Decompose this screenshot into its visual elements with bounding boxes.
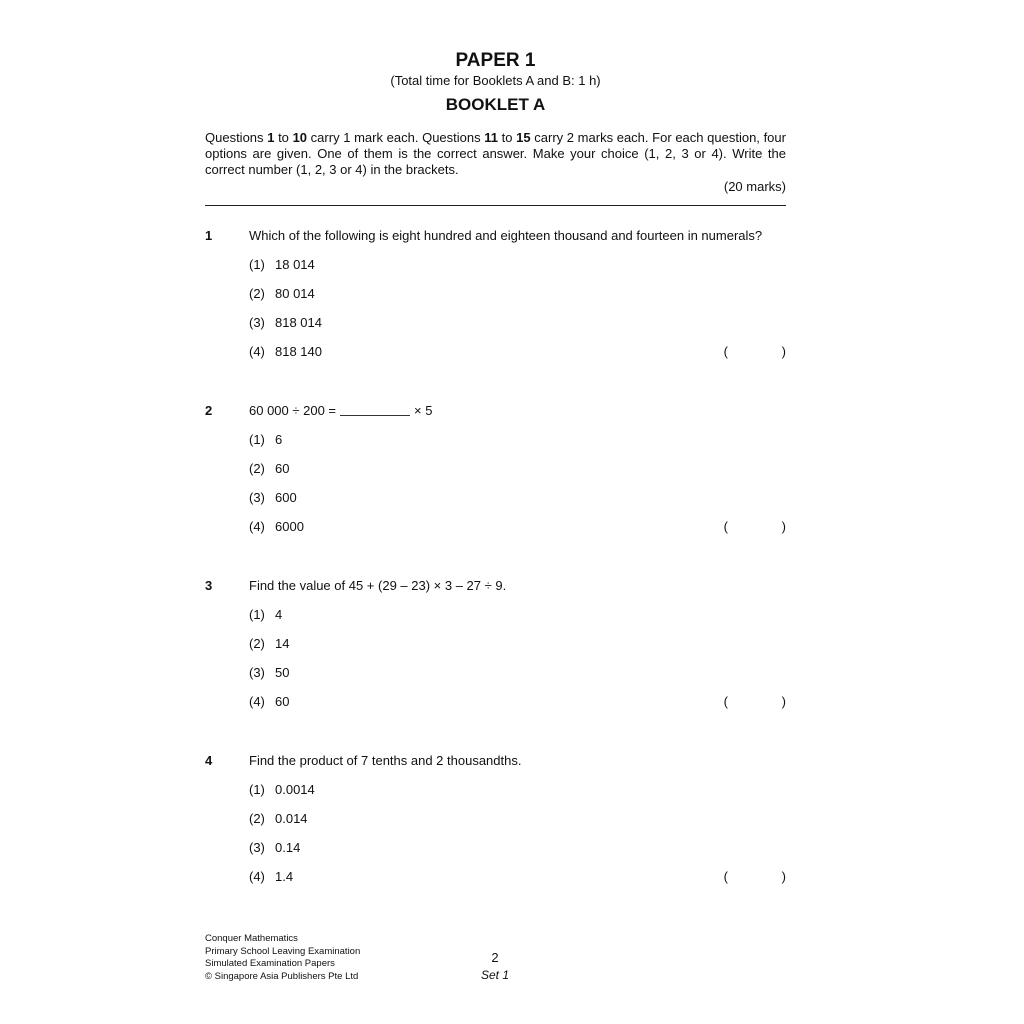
question-text: Which of the following is eight hundred and eighteen thousand and fourteen in numerals? [249, 228, 763, 243]
option-2 [249, 286, 315, 301]
option-label: (4) [249, 519, 265, 534]
option-3 [249, 840, 300, 855]
question-text [249, 403, 432, 418]
option-value: 0.14 [275, 840, 301, 855]
option-label: (3) [249, 490, 265, 505]
divider [205, 205, 786, 206]
option-label: (3) [249, 665, 265, 680]
option-3 [249, 490, 297, 505]
option-label: (1) [249, 782, 265, 797]
option-value: 60 [275, 461, 290, 476]
question-number: 1 [205, 228, 213, 243]
question-number: 2 [205, 403, 213, 418]
bracket-close: ) [781, 519, 786, 534]
bracket-close: ) [781, 694, 786, 709]
instr-bold: 11 [484, 130, 499, 145]
option-1 [249, 782, 315, 797]
option-label: (2) [249, 461, 265, 476]
option-3 [249, 315, 322, 330]
bracket-open: ( [723, 519, 728, 534]
option-3 [249, 665, 289, 680]
footer-line: Conquer Mathematics [205, 933, 298, 944]
option-1 [249, 257, 315, 272]
option-4 [249, 344, 322, 359]
question-number: 3 [205, 578, 213, 593]
paper-title: PAPER 1 [455, 50, 536, 71]
option-2 [249, 461, 289, 476]
question-text-before: 60 000 ÷ 200 = [249, 403, 337, 418]
option-value: 6 [275, 432, 283, 447]
footer-credits [205, 933, 360, 983]
footer-line: Primary School Leaving Examination [205, 945, 361, 957]
option-label: (1) [249, 257, 265, 272]
total-marks: (20 marks) [723, 179, 786, 194]
option-value: 6000 [275, 519, 304, 534]
bracket-close: ) [781, 869, 786, 884]
option-label: (1) [249, 432, 265, 447]
option-value: 14 [275, 636, 290, 651]
option-label: (2) [249, 636, 265, 651]
instructions [205, 130, 786, 178]
set-label: Set 1 [480, 968, 510, 982]
option-label: (4) [249, 869, 265, 884]
bracket-open: ( [723, 869, 728, 884]
instr-text: carry 1 mark each. Questions [307, 130, 485, 145]
option-value: 0.014 [275, 811, 308, 826]
instr-text: to [274, 130, 293, 145]
instr-text: to [498, 130, 517, 145]
option-label: (2) [249, 811, 265, 826]
instr-bold: 10 [292, 130, 308, 145]
option-4 [249, 519, 304, 534]
option-label: (3) [249, 315, 265, 330]
option-label: (4) [249, 694, 265, 709]
option-value: 0.0014 [275, 782, 315, 797]
footer-line: Simulated Examination Papers [205, 958, 335, 969]
page-number: 2 [491, 950, 499, 965]
instr-bold: 15 [516, 130, 531, 145]
option-1 [249, 607, 282, 622]
question-text: Find the product of 7 tenths and 2 thousandths. [249, 753, 522, 768]
option-4 [249, 694, 289, 709]
bracket-open: ( [723, 694, 728, 709]
instr-bold: 1 [267, 130, 275, 145]
option-4 [249, 869, 293, 884]
option-value: 818 014 [275, 315, 322, 330]
question-text-after: × 5 [414, 403, 433, 418]
option-1 [249, 432, 282, 447]
option-value: 818 140 [275, 344, 322, 359]
answer-blank [340, 415, 410, 416]
option-value: 80 014 [275, 286, 315, 301]
paper-subtitle: (Total time for Booklets A and B: 1 h) [390, 73, 601, 88]
option-value: 50 [275, 665, 290, 680]
option-value: 60 [275, 694, 290, 709]
option-2 [249, 636, 289, 651]
option-value: 600 [275, 490, 297, 505]
option-2 [249, 811, 308, 826]
bracket-close: ) [781, 344, 786, 359]
instr-text: carry 2 marks each. For each question, four options are given. One of them is the correct answer. Make your choice (1, 2, 3 or 4). Write the correct number (1, 2, 3 or 4) in the brackets. [205, 130, 786, 177]
option-label: (2) [249, 286, 265, 301]
booklet-title: BOOKLET A [445, 95, 546, 114]
option-label: (3) [249, 840, 265, 855]
option-value: 18 014 [275, 257, 315, 272]
option-label: (4) [249, 344, 265, 359]
option-label: (1) [249, 607, 265, 622]
bracket-open: ( [723, 344, 728, 359]
question-text: Find the value of 45 + (29 – 23) × 3 – 27 ÷ 9. [249, 578, 507, 593]
footer-line: © Singapore Asia Publishers Pte Ltd [205, 970, 359, 982]
option-value: 1.4 [275, 869, 294, 884]
instr-text: Questions [205, 130, 268, 145]
option-value: 4 [275, 607, 283, 622]
question-number: 4 [205, 753, 213, 768]
